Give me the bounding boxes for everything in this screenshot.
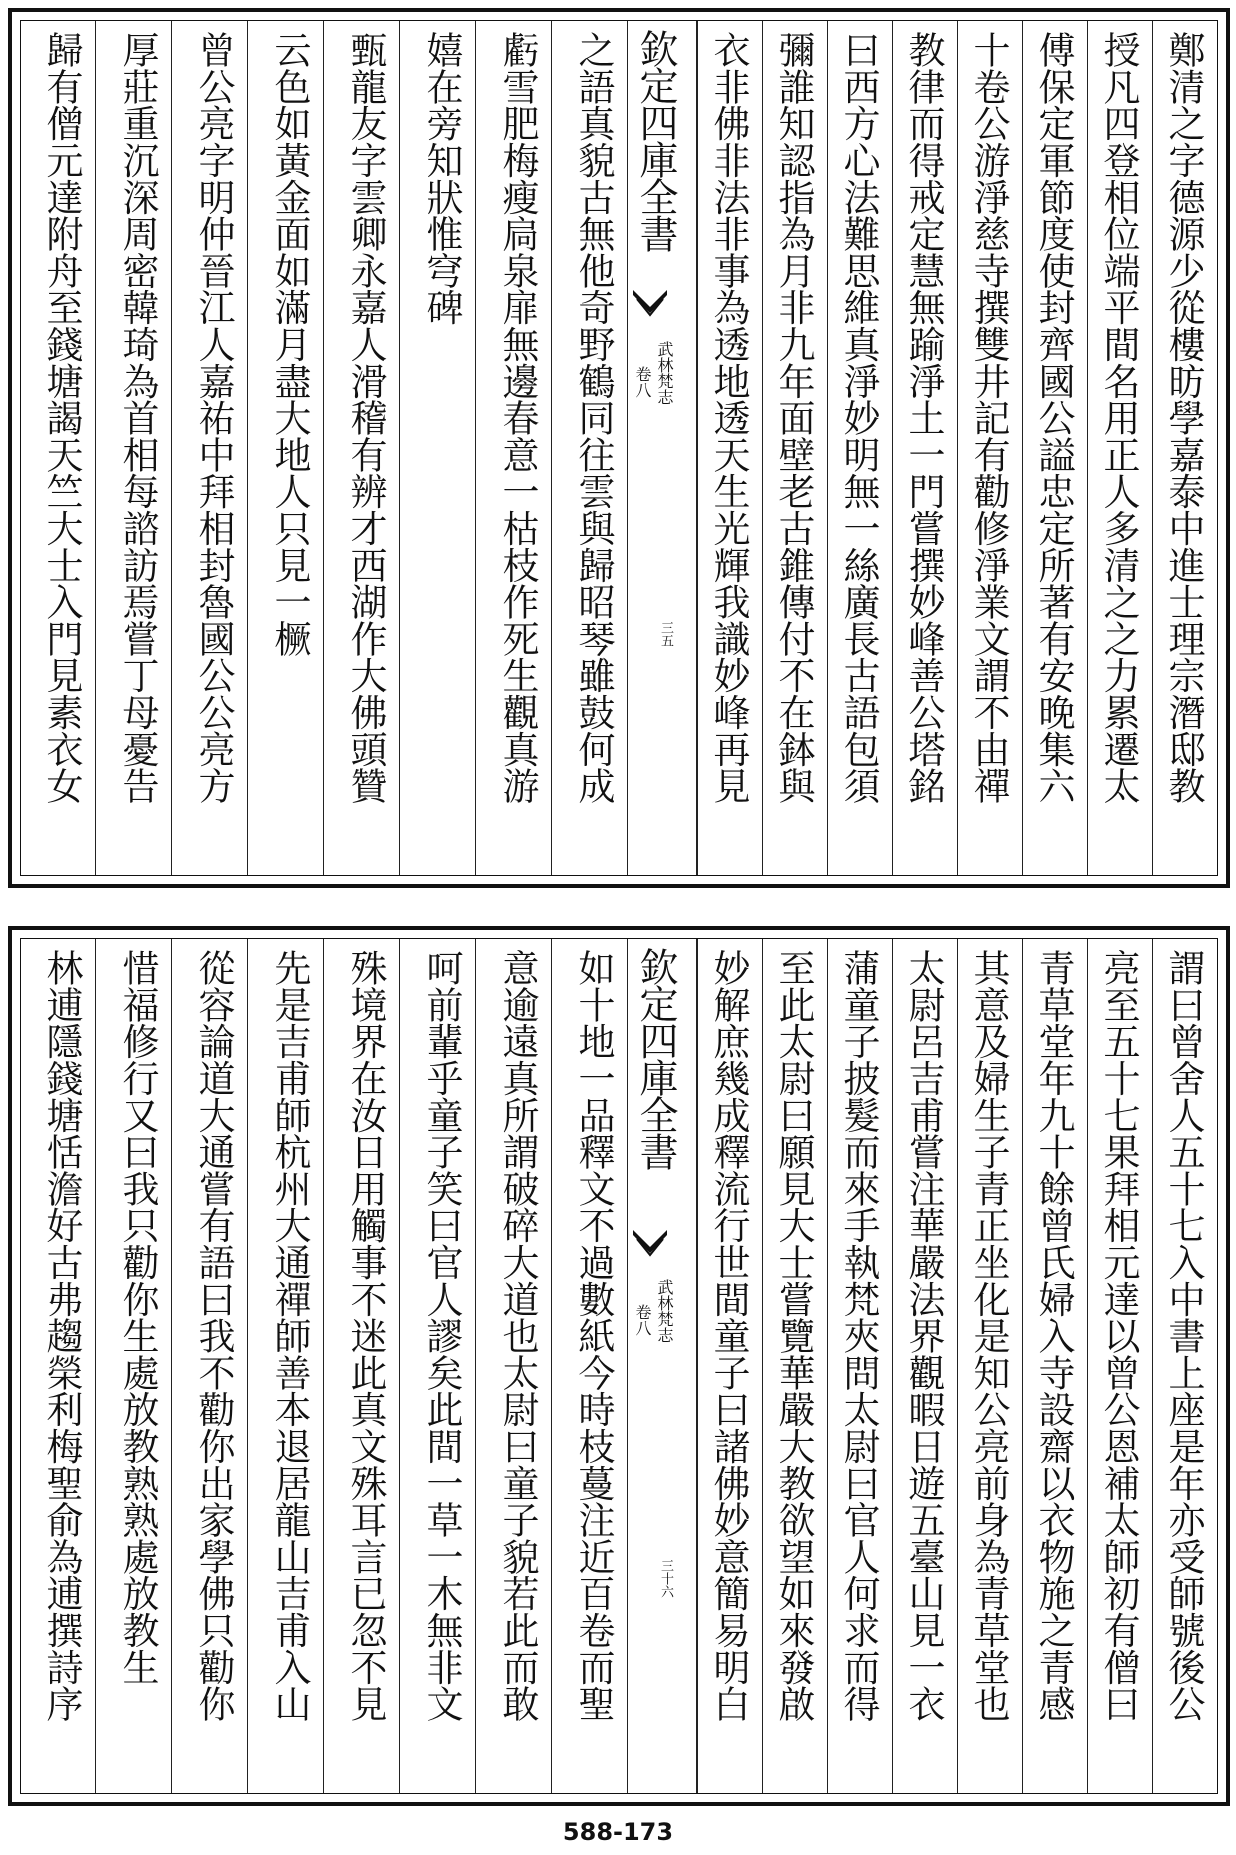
text-column bbox=[475, 939, 551, 1793]
text-column bbox=[892, 939, 957, 1793]
text-column bbox=[762, 21, 827, 875]
center-folio: 三十六 bbox=[658, 1559, 673, 1598]
column-text: 虧雪肥梅瘦扃泉扉無邊春意一枯枝作死生觀真游 bbox=[496, 31, 539, 804]
column-text: 亮至五十七果拜相元達以曾公恩補太師初有僧曰 bbox=[1097, 949, 1140, 1722]
text-column bbox=[95, 21, 171, 875]
text-column bbox=[19, 939, 95, 1793]
column-text: 曾公亮字明仲晉江人嘉祐中拜相封魯國公公亮方 bbox=[192, 31, 235, 804]
column-text: 十卷公游淨慈寺撰雙井記有勸修淨業文謂不由禪 bbox=[967, 31, 1010, 804]
column-text: 云色如黃金面如滿月盡大地人只見一橛 bbox=[268, 31, 311, 657]
text-column bbox=[1087, 939, 1152, 1793]
column-text: 衣非佛非法非事為透地透天生光輝我識妙峰再見 bbox=[707, 31, 750, 804]
column-text: 先是吉甫師杭州大通禪師善本退居龍山吉甫入山 bbox=[268, 949, 311, 1722]
text-column bbox=[1022, 21, 1087, 875]
column-text: 惜福修行又曰我只勸你生處放教熟熟處放教生 bbox=[116, 949, 159, 1686]
text-column bbox=[95, 939, 171, 1793]
top-page-panel bbox=[0, 0, 1236, 900]
text-column bbox=[827, 21, 892, 875]
center-book-title: 武林梵志 bbox=[655, 341, 674, 405]
text-column bbox=[957, 21, 1022, 875]
column-text: 嬉在旁知狀惟穹碑 bbox=[420, 31, 463, 326]
text-column bbox=[247, 939, 323, 1793]
text-column bbox=[19, 21, 95, 875]
text-column bbox=[697, 939, 762, 1793]
column-text: 甄龍友字雲卿永嘉人滑稽有辨才西湖作大佛頭贊 bbox=[344, 31, 387, 804]
text-column bbox=[247, 21, 323, 875]
bottom-text-block bbox=[20, 938, 1218, 1794]
column-text: 太尉呂吉甫嘗注華嚴法界觀暇日遊五臺山見一衣 bbox=[902, 949, 945, 1722]
column-text: 其意及婦生子青正坐化是知公亮前身為青草堂也 bbox=[967, 949, 1010, 1722]
text-column bbox=[171, 21, 247, 875]
column-text: 從容論道大通嘗有語曰我不勸你出家學佛只勸你 bbox=[192, 949, 235, 1722]
top-text-block bbox=[20, 20, 1218, 876]
column-text: 授凡四登相位端平間名用正人多清之之力累遷太 bbox=[1097, 31, 1140, 804]
column-text: 歸有僧元達附舟至錢塘謁天竺大士入門見素衣女 bbox=[40, 31, 83, 804]
column-text: 蒲童子披髮而來手執梵夾問太尉曰官人何求而得 bbox=[837, 949, 880, 1722]
center-title: 欽定四庫全書 bbox=[633, 29, 678, 251]
text-column bbox=[957, 939, 1022, 1793]
text-column bbox=[399, 21, 475, 875]
column-text: 呵前輩乎童子笑曰官人謬矣此間一草一木無非文 bbox=[420, 949, 463, 1722]
top-page-frame bbox=[8, 8, 1230, 888]
column-text: 殊境界在汝日用觸事不迷此真文殊耳言已忽不見 bbox=[344, 949, 387, 1722]
text-column bbox=[551, 21, 627, 875]
center-title: 欽定四庫全書 bbox=[633, 947, 678, 1169]
column-text: 鄭清之字德源少從樓昉學嘉泰中進士理宗潛邸教 bbox=[1162, 31, 1205, 804]
text-column bbox=[1152, 21, 1217, 875]
column-text: 妙解庶幾成釋流行世間童子曰諸佛妙意簡易明白 bbox=[707, 949, 750, 1722]
text-column bbox=[475, 21, 551, 875]
center-gutter bbox=[627, 939, 697, 1793]
center-juan: 卷八 bbox=[633, 1304, 652, 1336]
column-text: 之語真貌古無他奇野鶴同往雲與歸昭琴雖鼓何成 bbox=[572, 31, 615, 804]
center-juan: 卷八 bbox=[633, 366, 652, 398]
center-folio: 三五 bbox=[658, 621, 673, 647]
column-text: 如十地一品釋文不過數紙今時枝蔓注近百卷而聖 bbox=[572, 949, 615, 1722]
page-number: 588-173 bbox=[562, 1818, 674, 1846]
text-column bbox=[697, 21, 762, 875]
column-text: 彌誰知認指為月非九年面壁老古錐傳付不在鉢與 bbox=[772, 31, 815, 804]
fish-tail-ornament-icon bbox=[632, 1229, 668, 1263]
bottom-page-panel bbox=[0, 918, 1236, 1818]
column-text: 教律而得戒定慧無踰淨土一門嘗撰妙峰善公塔銘 bbox=[902, 31, 945, 804]
bottom-page-frame bbox=[8, 926, 1230, 1806]
text-column bbox=[323, 939, 399, 1793]
text-column bbox=[399, 939, 475, 1793]
column-text: 傅保定軍節度使封齊國公謚忠定所著有安晚集六 bbox=[1032, 31, 1075, 804]
text-column bbox=[551, 939, 627, 1793]
fish-tail-ornament-icon bbox=[632, 289, 668, 323]
column-text: 青草堂年九十餘曾氏婦入寺設齋以衣物施之青感 bbox=[1032, 949, 1075, 1722]
text-column bbox=[762, 939, 827, 1793]
text-column bbox=[1087, 21, 1152, 875]
column-text: 曰西方心法難思維真淨妙明無一絲廣長古語包須 bbox=[837, 31, 880, 804]
center-book-title: 武林梵志 bbox=[655, 1279, 674, 1343]
text-column bbox=[1152, 939, 1217, 1793]
column-text: 厚莊重沉深周密韓琦為首相每諮訪焉嘗丁母憂告 bbox=[116, 31, 159, 804]
column-text: 意逾遠真所謂破碎大道也太尉曰童子貌若此而敢 bbox=[496, 949, 539, 1722]
text-column bbox=[323, 21, 399, 875]
text-column bbox=[171, 939, 247, 1793]
text-column bbox=[892, 21, 957, 875]
column-text: 林逋隱錢塘恬澹好古弗趨榮利梅聖俞為逋撰詩序 bbox=[40, 949, 83, 1722]
column-text: 謂曰曾舍人五十七入中書上座是年亦受師號後公 bbox=[1162, 949, 1205, 1722]
text-column bbox=[1022, 939, 1087, 1793]
text-column bbox=[827, 939, 892, 1793]
column-text: 至此太尉曰願見大士嘗覽華嚴大教欲望如來發啟 bbox=[772, 949, 815, 1722]
center-gutter bbox=[627, 21, 697, 875]
